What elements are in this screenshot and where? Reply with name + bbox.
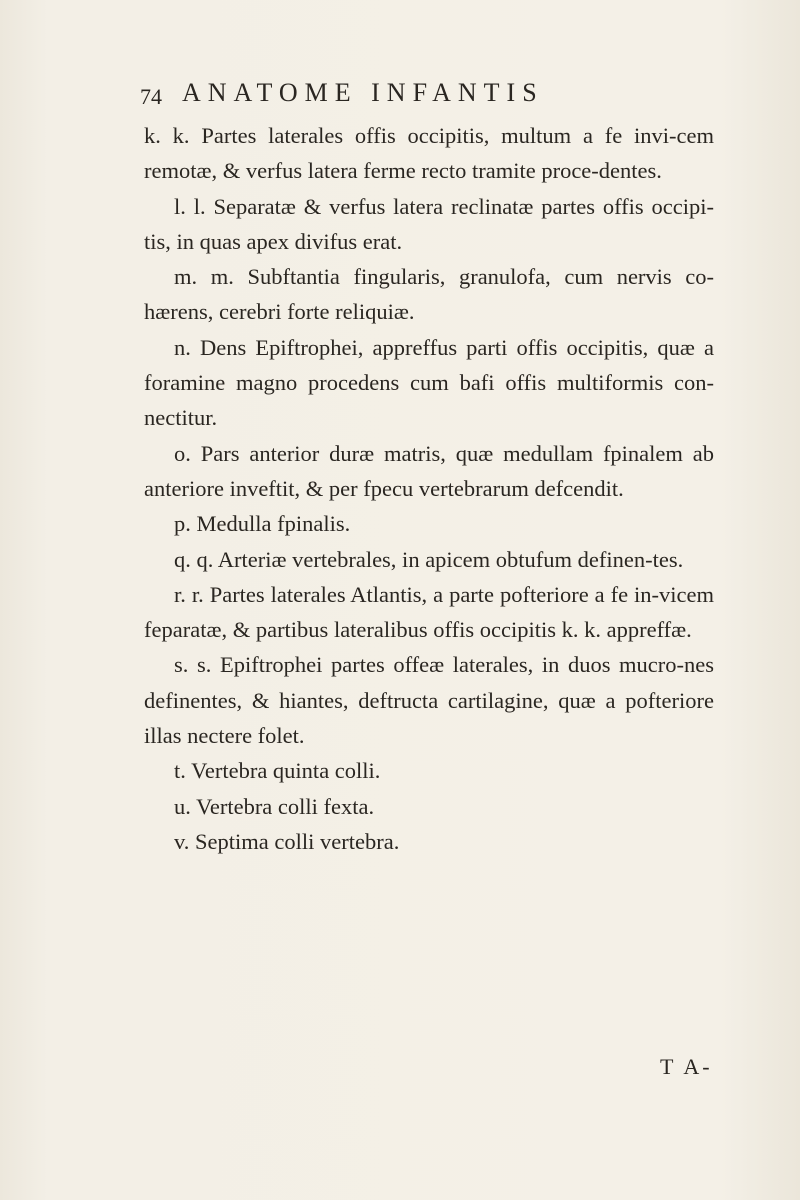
- legend-entry: [144, 330, 714, 436]
- entry-text: Partes laterales Atlantis, a parte pofteriore a fe in-vicem feparatæ, & partibus lateralibus offis occipitis k. k. appreffæ.: [144, 581, 714, 643]
- entry-text: Medulla fpinalis.: [196, 511, 351, 537]
- legend-entry: [144, 789, 714, 824]
- page-number: 74: [140, 84, 162, 109]
- entry-key: m. m.: [174, 264, 234, 290]
- catchword: T A-: [660, 1054, 713, 1079]
- entry-text: Epiftrophei partes offeæ laterales, in duos mucro-nes definentes, & hiantes, deftructa cartilagine, quæ a pofteriore illas nectere folet.: [144, 652, 715, 749]
- entry-text: Vertebra colli fexta.: [196, 793, 375, 819]
- legend-entry: [144, 753, 714, 788]
- entry-key: u.: [174, 793, 191, 819]
- entry-text: Pars anterior duræ matris, quæ medullam fpinalem ab anteriore inveftit, & per fpecu vertebrarum defcendit.: [144, 440, 715, 501]
- entry-key: v.: [174, 828, 190, 854]
- legend-entry: [144, 506, 714, 541]
- entry-text: Arteriæ vertebrales, in apicem obtufum definen-tes.: [217, 546, 684, 572]
- legend-entry: [144, 577, 714, 648]
- running-title: ANATOME INFANTIS: [182, 78, 544, 107]
- legend-entry: [144, 824, 714, 859]
- entry-key: k. k.: [144, 123, 190, 148]
- entry-text: Vertebra quinta colli.: [191, 758, 381, 784]
- entry-text: Separatæ & verfus latera reclinatæ partes offis occipi-tis, in quas apex divifus erat.: [144, 193, 714, 254]
- entry-key: r. r.: [174, 581, 204, 607]
- entry-key: o.: [174, 440, 191, 466]
- entry-text: Partes laterales offis occipitis, multum a fe invi-cem remotæ, & verfus latera ferme recto tramite proce-dentes.: [144, 123, 714, 184]
- entry-key: t.: [174, 758, 186, 784]
- legend-text: [144, 118, 714, 859]
- entry-key: q. q.: [174, 546, 214, 572]
- legend-entry: [144, 118, 714, 189]
- entry-key: s. s.: [174, 652, 212, 678]
- entry-key: n.: [174, 334, 191, 360]
- legend-entry: [144, 259, 714, 330]
- legend-entry: [144, 436, 714, 507]
- legend-entry: [144, 647, 714, 753]
- page-header: [140, 78, 640, 114]
- entry-text: Subftantia fingularis, granulofa, cum nervis co-hærens, cerebri forte reliquiæ.: [144, 264, 714, 325]
- entry-key: p.: [174, 511, 191, 537]
- entry-text: Septima colli vertebra.: [195, 828, 400, 854]
- legend-entry: [144, 542, 714, 577]
- legend-entry: [144, 189, 714, 260]
- entry-key: l. l.: [174, 193, 206, 219]
- entry-text: Dens Epiftrophei, appreffus parti offis occipitis, quæ a foramine magno procedens cum bafi offis multiformis con-nectitur.: [144, 334, 715, 431]
